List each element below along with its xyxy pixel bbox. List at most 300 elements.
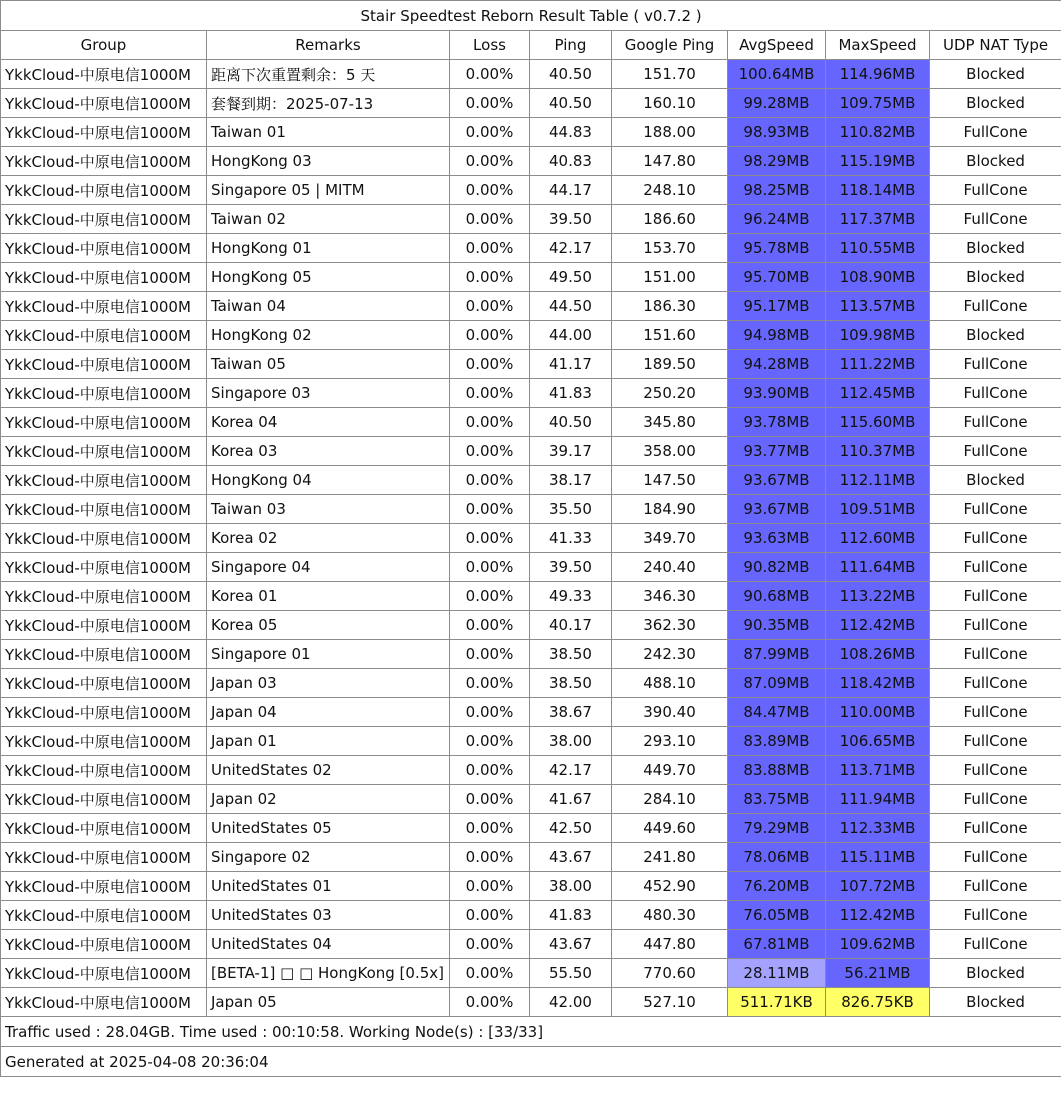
cell-remarks: HongKong 02 (207, 321, 450, 350)
table-row (1, 234, 1061, 263)
cell-group: YkkCloud-中原电信1000M (1, 756, 207, 785)
cell-ping: 40.50 (530, 60, 612, 89)
cell-avg-speed: 87.99MB (728, 640, 826, 669)
cell-max-speed: 113.57MB (826, 292, 930, 321)
cell-loss: 0.00% (450, 611, 530, 640)
cell-google-ping: 390.40 (612, 698, 728, 727)
cell-avg-speed: 93.67MB (728, 495, 826, 524)
cell-remarks: Taiwan 04 (207, 292, 450, 321)
cell-google-ping: 449.70 (612, 756, 728, 785)
cell-remarks: UnitedStates 04 (207, 930, 450, 959)
table-row (1, 205, 1061, 234)
cell-group: YkkCloud-中原电信1000M (1, 930, 207, 959)
cell-ping: 41.83 (530, 901, 612, 930)
cell-ping: 39.17 (530, 437, 612, 466)
cell-avg-speed: 95.17MB (728, 292, 826, 321)
cell-loss: 0.00% (450, 205, 530, 234)
cell-max-speed: 110.55MB (826, 234, 930, 263)
cell-group: YkkCloud-中原电信1000M (1, 988, 207, 1017)
cell-ping: 43.67 (530, 843, 612, 872)
cell-udp-nat-type: FullCone (930, 292, 1061, 321)
cell-loss: 0.00% (450, 408, 530, 437)
cell-ping: 42.50 (530, 814, 612, 843)
cell-ping: 40.83 (530, 147, 612, 176)
cell-loss: 0.00% (450, 901, 530, 930)
cell-max-speed: 108.26MB (826, 640, 930, 669)
table-row (1, 321, 1061, 350)
cell-remarks: [BETA-1] □ □ HongKong [0.5x] (207, 959, 450, 988)
cell-udp-nat-type: FullCone (930, 379, 1061, 408)
cell-max-speed: 110.82MB (826, 118, 930, 147)
cell-google-ping: 362.30 (612, 611, 728, 640)
column-header-avg-speed: AvgSpeed (728, 31, 826, 60)
cell-udp-nat-type: FullCone (930, 785, 1061, 814)
table-row (1, 582, 1061, 611)
cell-max-speed: 117.37MB (826, 205, 930, 234)
table-row (1, 89, 1061, 118)
table-row (1, 669, 1061, 698)
cell-group: YkkCloud-中原电信1000M (1, 901, 207, 930)
cell-loss: 0.00% (450, 60, 530, 89)
table-row (1, 379, 1061, 408)
cell-max-speed: 111.64MB (826, 553, 930, 582)
table-row (1, 785, 1061, 814)
column-header-group: Group (1, 31, 207, 60)
cell-loss: 0.00% (450, 176, 530, 205)
cell-google-ping: 358.00 (612, 437, 728, 466)
cell-max-speed: 112.45MB (826, 379, 930, 408)
cell-max-speed: 106.65MB (826, 727, 930, 756)
cell-group: YkkCloud-中原电信1000M (1, 698, 207, 727)
table-row (1, 611, 1061, 640)
cell-loss: 0.00% (450, 321, 530, 350)
cell-remarks: Japan 05 (207, 988, 450, 1017)
table-row (1, 814, 1061, 843)
cell-group: YkkCloud-中原电信1000M (1, 234, 207, 263)
cell-udp-nat-type: Blocked (930, 89, 1061, 118)
cell-group: YkkCloud-中原电信1000M (1, 437, 207, 466)
cell-avg-speed: 98.29MB (728, 147, 826, 176)
cell-max-speed: 113.22MB (826, 582, 930, 611)
table-body (1, 60, 1061, 1017)
table-row (1, 553, 1061, 582)
table-row (1, 698, 1061, 727)
column-header-loss: Loss (450, 31, 530, 60)
cell-ping: 38.50 (530, 669, 612, 698)
cell-remarks: Taiwan 05 (207, 350, 450, 379)
cell-udp-nat-type: FullCone (930, 176, 1061, 205)
cell-google-ping: 449.60 (612, 814, 728, 843)
cell-loss: 0.00% (450, 263, 530, 292)
cell-loss: 0.00% (450, 89, 530, 118)
cell-ping: 42.17 (530, 756, 612, 785)
cell-remarks: HongKong 04 (207, 466, 450, 495)
cell-udp-nat-type: Blocked (930, 466, 1061, 495)
cell-loss: 0.00% (450, 843, 530, 872)
cell-max-speed: 109.62MB (826, 930, 930, 959)
cell-ping: 38.17 (530, 466, 612, 495)
cell-avg-speed: 79.29MB (728, 814, 826, 843)
table-title: Stair Speedtest Reborn Result Table ( v0.7.2 ) (1, 1, 1061, 31)
cell-max-speed: 112.60MB (826, 524, 930, 553)
cell-ping: 55.50 (530, 959, 612, 988)
cell-max-speed: 118.42MB (826, 669, 930, 698)
cell-avg-speed: 94.28MB (728, 350, 826, 379)
cell-google-ping: 447.80 (612, 930, 728, 959)
cell-udp-nat-type: FullCone (930, 669, 1061, 698)
cell-loss: 0.00% (450, 437, 530, 466)
table-row (1, 350, 1061, 379)
cell-loss: 0.00% (450, 959, 530, 988)
cell-ping: 39.50 (530, 205, 612, 234)
column-header-ping: Ping (530, 31, 612, 60)
cell-group: YkkCloud-中原电信1000M (1, 118, 207, 147)
cell-udp-nat-type: Blocked (930, 959, 1061, 988)
cell-loss: 0.00% (450, 698, 530, 727)
cell-ping: 40.17 (530, 611, 612, 640)
cell-ping: 40.50 (530, 408, 612, 437)
cell-ping: 35.50 (530, 495, 612, 524)
cell-group: YkkCloud-中原电信1000M (1, 321, 207, 350)
cell-google-ping: 184.90 (612, 495, 728, 524)
cell-max-speed: 113.71MB (826, 756, 930, 785)
cell-ping: 38.00 (530, 727, 612, 756)
cell-google-ping: 527.10 (612, 988, 728, 1017)
column-header-max-speed: MaxSpeed (826, 31, 930, 60)
column-header-google-ping: Google Ping (612, 31, 728, 60)
cell-udp-nat-type: FullCone (930, 582, 1061, 611)
cell-google-ping: 242.30 (612, 640, 728, 669)
cell-google-ping: 151.00 (612, 263, 728, 292)
table-row (1, 930, 1061, 959)
traffic-summary: Traffic used : 28.04GB. Time used : 00:10:58. Working Node(s) : [33/33] (1, 1017, 1061, 1047)
cell-group: YkkCloud-中原电信1000M (1, 176, 207, 205)
cell-group: YkkCloud-中原电信1000M (1, 872, 207, 901)
cell-udp-nat-type: FullCone (930, 350, 1061, 379)
cell-max-speed: 115.19MB (826, 147, 930, 176)
cell-ping: 38.67 (530, 698, 612, 727)
cell-google-ping: 153.70 (612, 234, 728, 263)
cell-ping: 42.00 (530, 988, 612, 1017)
cell-google-ping: 151.70 (612, 60, 728, 89)
cell-google-ping: 250.20 (612, 379, 728, 408)
cell-ping: 44.50 (530, 292, 612, 321)
table-row (1, 147, 1061, 176)
cell-loss: 0.00% (450, 756, 530, 785)
table-row (1, 60, 1061, 89)
cell-max-speed: 118.14MB (826, 176, 930, 205)
cell-max-speed: 108.90MB (826, 263, 930, 292)
cell-ping: 43.67 (530, 930, 612, 959)
cell-ping: 44.83 (530, 118, 612, 147)
table-row (1, 408, 1061, 437)
cell-google-ping: 349.70 (612, 524, 728, 553)
cell-remarks: Japan 01 (207, 727, 450, 756)
cell-avg-speed: 83.88MB (728, 756, 826, 785)
cell-udp-nat-type: Blocked (930, 263, 1061, 292)
cell-avg-speed: 84.47MB (728, 698, 826, 727)
cell-ping: 38.00 (530, 872, 612, 901)
cell-avg-speed: 98.25MB (728, 176, 826, 205)
cell-group: YkkCloud-中原电信1000M (1, 814, 207, 843)
cell-remarks: UnitedStates 05 (207, 814, 450, 843)
cell-remarks: Japan 04 (207, 698, 450, 727)
cell-remarks: HongKong 05 (207, 263, 450, 292)
cell-remarks: Singapore 03 (207, 379, 450, 408)
cell-udp-nat-type: FullCone (930, 814, 1061, 843)
cell-max-speed: 111.94MB (826, 785, 930, 814)
generated-timestamp: Generated at 2025-04-08 20:36:04 (1, 1047, 1061, 1077)
cell-google-ping: 345.80 (612, 408, 728, 437)
cell-avg-speed: 93.67MB (728, 466, 826, 495)
cell-ping: 49.33 (530, 582, 612, 611)
cell-max-speed: 115.11MB (826, 843, 930, 872)
cell-loss: 0.00% (450, 234, 530, 263)
cell-loss: 0.00% (450, 350, 530, 379)
cell-google-ping: 189.50 (612, 350, 728, 379)
cell-max-speed: 109.75MB (826, 89, 930, 118)
cell-ping: 41.67 (530, 785, 612, 814)
cell-google-ping: 147.80 (612, 147, 728, 176)
table-row (1, 176, 1061, 205)
cell-remarks: 距离下次重置剩余：5 天 (207, 60, 450, 89)
cell-avg-speed: 76.20MB (728, 872, 826, 901)
cell-group: YkkCloud-中原电信1000M (1, 553, 207, 582)
cell-google-ping: 151.60 (612, 321, 728, 350)
cell-remarks: Japan 02 (207, 785, 450, 814)
cell-group: YkkCloud-中原电信1000M (1, 582, 207, 611)
cell-remarks: Taiwan 03 (207, 495, 450, 524)
cell-google-ping: 284.10 (612, 785, 728, 814)
cell-loss: 0.00% (450, 727, 530, 756)
cell-ping: 38.50 (530, 640, 612, 669)
table-row (1, 640, 1061, 669)
cell-udp-nat-type: FullCone (930, 118, 1061, 147)
cell-ping: 41.17 (530, 350, 612, 379)
cell-max-speed: 109.98MB (826, 321, 930, 350)
cell-avg-speed: 87.09MB (728, 669, 826, 698)
cell-ping: 41.33 (530, 524, 612, 553)
cell-google-ping: 241.80 (612, 843, 728, 872)
table-row (1, 495, 1061, 524)
cell-ping: 39.50 (530, 553, 612, 582)
cell-loss: 0.00% (450, 582, 530, 611)
cell-remarks: Korea 03 (207, 437, 450, 466)
cell-group: YkkCloud-中原电信1000M (1, 350, 207, 379)
table-row (1, 118, 1061, 147)
cell-avg-speed: 100.64MB (728, 60, 826, 89)
cell-google-ping: 346.30 (612, 582, 728, 611)
cell-google-ping: 452.90 (612, 872, 728, 901)
cell-remarks: Korea 01 (207, 582, 450, 611)
cell-avg-speed: 93.90MB (728, 379, 826, 408)
cell-udp-nat-type: FullCone (930, 437, 1061, 466)
cell-google-ping: 480.30 (612, 901, 728, 930)
cell-avg-speed: 93.78MB (728, 408, 826, 437)
cell-max-speed: 112.33MB (826, 814, 930, 843)
cell-ping: 41.83 (530, 379, 612, 408)
cell-avg-speed: 90.68MB (728, 582, 826, 611)
cell-remarks: Korea 05 (207, 611, 450, 640)
table-row (1, 872, 1061, 901)
cell-google-ping: 770.60 (612, 959, 728, 988)
cell-avg-speed: 78.06MB (728, 843, 826, 872)
table-row (1, 988, 1061, 1017)
table-row (1, 959, 1061, 988)
cell-udp-nat-type: FullCone (930, 872, 1061, 901)
cell-google-ping: 186.60 (612, 205, 728, 234)
cell-remarks: Taiwan 01 (207, 118, 450, 147)
cell-udp-nat-type: Blocked (930, 234, 1061, 263)
cell-google-ping: 188.00 (612, 118, 728, 147)
cell-remarks: Singapore 05 | MITM (207, 176, 450, 205)
cell-loss: 0.00% (450, 814, 530, 843)
cell-max-speed: 826.75KB (826, 988, 930, 1017)
cell-udp-nat-type: FullCone (930, 930, 1061, 959)
cell-google-ping: 248.10 (612, 176, 728, 205)
cell-max-speed: 110.37MB (826, 437, 930, 466)
cell-google-ping: 160.10 (612, 89, 728, 118)
cell-group: YkkCloud-中原电信1000M (1, 959, 207, 988)
table-row (1, 292, 1061, 321)
table-row (1, 466, 1061, 495)
header-row (1, 31, 1061, 60)
cell-remarks: UnitedStates 03 (207, 901, 450, 930)
cell-remarks: 套餐到期：2025-07-13 (207, 89, 450, 118)
cell-avg-speed: 95.70MB (728, 263, 826, 292)
cell-group: YkkCloud-中原电信1000M (1, 495, 207, 524)
cell-loss: 0.00% (450, 495, 530, 524)
column-header-remarks: Remarks (207, 31, 450, 60)
cell-avg-speed: 93.77MB (728, 437, 826, 466)
cell-udp-nat-type: Blocked (930, 147, 1061, 176)
cell-loss: 0.00% (450, 379, 530, 408)
cell-loss: 0.00% (450, 118, 530, 147)
cell-ping: 40.50 (530, 89, 612, 118)
cell-avg-speed: 95.78MB (728, 234, 826, 263)
cell-avg-speed: 90.82MB (728, 553, 826, 582)
cell-group: YkkCloud-中原电信1000M (1, 640, 207, 669)
cell-group: YkkCloud-中原电信1000M (1, 263, 207, 292)
cell-udp-nat-type: Blocked (930, 60, 1061, 89)
cell-avg-speed: 99.28MB (728, 89, 826, 118)
table-row (1, 756, 1061, 785)
cell-group: YkkCloud-中原电信1000M (1, 379, 207, 408)
cell-loss: 0.00% (450, 524, 530, 553)
cell-ping: 44.17 (530, 176, 612, 205)
cell-loss: 0.00% (450, 872, 530, 901)
cell-avg-speed: 28.11MB (728, 959, 826, 988)
cell-group: YkkCloud-中原电信1000M (1, 466, 207, 495)
cell-udp-nat-type: FullCone (930, 698, 1061, 727)
cell-udp-nat-type: FullCone (930, 495, 1061, 524)
cell-udp-nat-type: FullCone (930, 727, 1061, 756)
table-row (1, 263, 1061, 292)
cell-remarks: Japan 03 (207, 669, 450, 698)
cell-remarks: Korea 02 (207, 524, 450, 553)
cell-udp-nat-type: FullCone (930, 524, 1061, 553)
cell-group: YkkCloud-中原电信1000M (1, 524, 207, 553)
cell-max-speed: 110.00MB (826, 698, 930, 727)
cell-loss: 0.00% (450, 466, 530, 495)
cell-google-ping: 293.10 (612, 727, 728, 756)
cell-udp-nat-type: FullCone (930, 843, 1061, 872)
cell-remarks: Korea 04 (207, 408, 450, 437)
cell-udp-nat-type: FullCone (930, 640, 1061, 669)
cell-group: YkkCloud-中原电信1000M (1, 669, 207, 698)
cell-remarks: Singapore 01 (207, 640, 450, 669)
cell-avg-speed: 76.05MB (728, 901, 826, 930)
cell-remarks: UnitedStates 02 (207, 756, 450, 785)
cell-avg-speed: 94.98MB (728, 321, 826, 350)
table-row (1, 524, 1061, 553)
cell-group: YkkCloud-中原电信1000M (1, 727, 207, 756)
cell-loss: 0.00% (450, 553, 530, 582)
cell-ping: 44.00 (530, 321, 612, 350)
cell-avg-speed: 83.75MB (728, 785, 826, 814)
cell-google-ping: 186.30 (612, 292, 728, 321)
cell-max-speed: 112.42MB (826, 901, 930, 930)
cell-max-speed: 107.72MB (826, 872, 930, 901)
cell-avg-speed: 98.93MB (728, 118, 826, 147)
cell-google-ping: 147.50 (612, 466, 728, 495)
cell-ping: 49.50 (530, 263, 612, 292)
cell-group: YkkCloud-中原电信1000M (1, 292, 207, 321)
cell-loss: 0.00% (450, 669, 530, 698)
cell-remarks: HongKong 03 (207, 147, 450, 176)
cell-ping: 42.17 (530, 234, 612, 263)
cell-max-speed: 112.42MB (826, 611, 930, 640)
cell-avg-speed: 67.81MB (728, 930, 826, 959)
cell-group: YkkCloud-中原电信1000M (1, 843, 207, 872)
cell-group: YkkCloud-中原电信1000M (1, 408, 207, 437)
cell-group: YkkCloud-中原电信1000M (1, 785, 207, 814)
cell-group: YkkCloud-中原电信1000M (1, 60, 207, 89)
cell-google-ping: 240.40 (612, 553, 728, 582)
cell-max-speed: 111.22MB (826, 350, 930, 379)
cell-loss: 0.00% (450, 785, 530, 814)
cell-udp-nat-type: FullCone (930, 756, 1061, 785)
cell-max-speed: 109.51MB (826, 495, 930, 524)
cell-udp-nat-type: FullCone (930, 611, 1061, 640)
cell-udp-nat-type: FullCone (930, 408, 1061, 437)
cell-loss: 0.00% (450, 292, 530, 321)
cell-max-speed: 112.11MB (826, 466, 930, 495)
cell-avg-speed: 83.89MB (728, 727, 826, 756)
cell-loss: 0.00% (450, 930, 530, 959)
cell-loss: 0.00% (450, 640, 530, 669)
cell-group: YkkCloud-中原电信1000M (1, 611, 207, 640)
cell-group: YkkCloud-中原电信1000M (1, 89, 207, 118)
cell-udp-nat-type: FullCone (930, 901, 1061, 930)
cell-loss: 0.00% (450, 147, 530, 176)
cell-loss: 0.00% (450, 988, 530, 1017)
cell-remarks: HongKong 01 (207, 234, 450, 263)
cell-avg-speed: 93.63MB (728, 524, 826, 553)
cell-max-speed: 114.96MB (826, 60, 930, 89)
cell-google-ping: 488.10 (612, 669, 728, 698)
table-row (1, 437, 1061, 466)
table-row (1, 901, 1061, 930)
cell-remarks: Taiwan 02 (207, 205, 450, 234)
cell-udp-nat-type: FullCone (930, 553, 1061, 582)
table-row (1, 727, 1061, 756)
cell-avg-speed: 511.71KB (728, 988, 826, 1017)
cell-group: YkkCloud-中原电信1000M (1, 205, 207, 234)
cell-remarks: Singapore 02 (207, 843, 450, 872)
cell-udp-nat-type: FullCone (930, 205, 1061, 234)
cell-remarks: UnitedStates 01 (207, 872, 450, 901)
